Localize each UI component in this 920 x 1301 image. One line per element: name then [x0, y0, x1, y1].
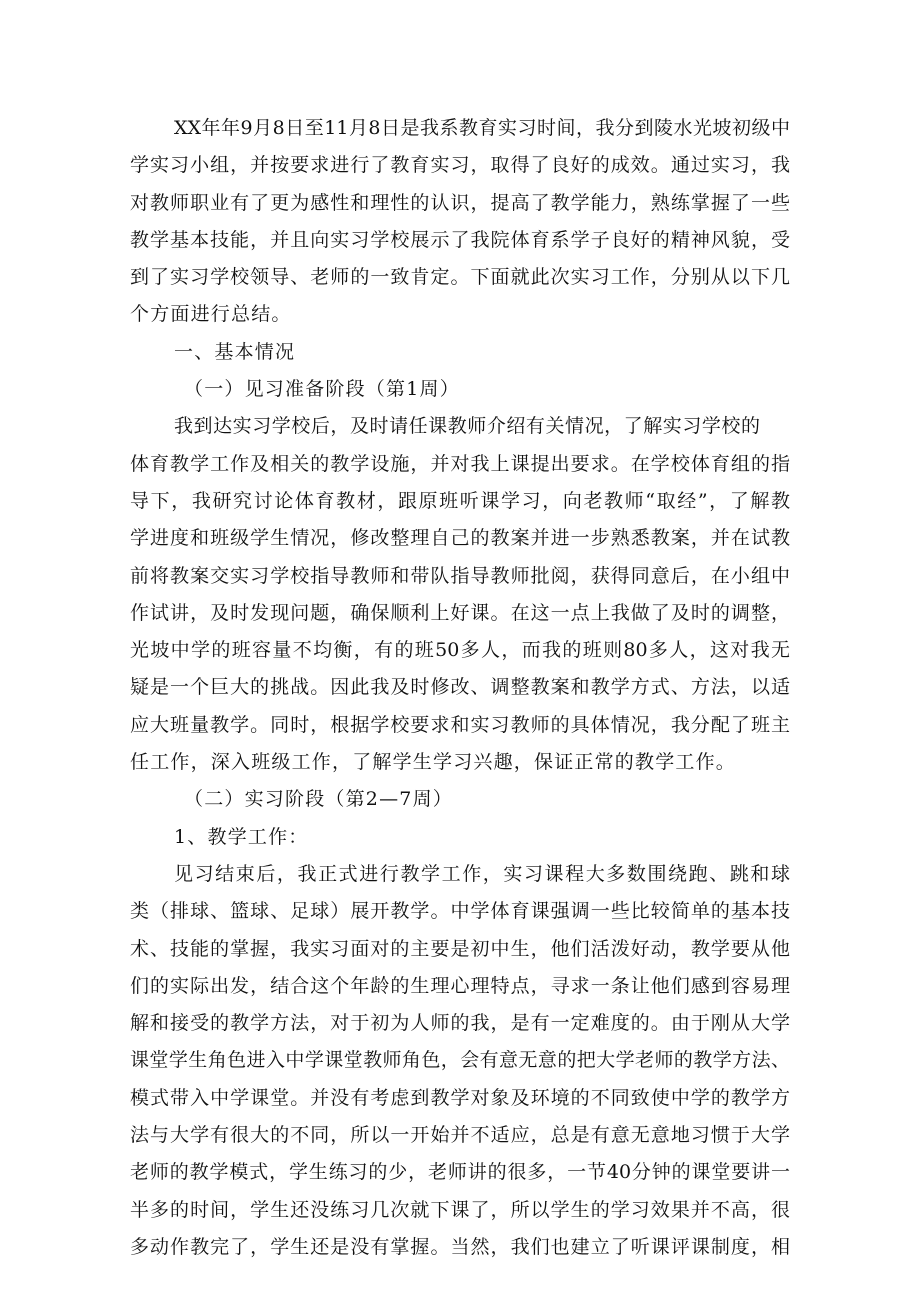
text-line: 模式带入中学课堂。并没有考虑到教学对象及环境的不同致使中学的教学方 [130, 1086, 790, 1109]
text-line: 前将教案交实习学校指导教师和带队指导教师批阅，获得同意后，在小组中 [130, 564, 790, 587]
text-line: 术、技能的掌握，我实习面对的主要是初中生，他们活泼好动，教学要从他 [130, 937, 790, 960]
subsection-heading: （二）实习阶段（第2—7周） [184, 788, 453, 811]
text-line: 应大班量教学。同时，根据学校要求和实习教师的具体情况，我分配了班主 [130, 713, 790, 736]
text-line: 作试讲，及时发现问题，确保顺利上好课。在这一点上我做了及时的调整， [130, 601, 790, 624]
text-line: 课堂学生角色进入中学课堂教师角色，会有意无意的把大学老师的教学方法、 [130, 1049, 790, 1072]
text-line: 任工作，深入班级工作，了解学生学习兴趣，保证正常的教学工作。 [130, 751, 737, 774]
text-line: 导下，我研究讨论体育教材，跟原班听课学习，向老教师“取经”，了解教 [130, 489, 790, 512]
item-heading: 1、教学工作： [174, 825, 309, 848]
text-line: 到了实习学校领导、老师的一致肯定。下面就此次实习工作，分别从以下几 [130, 266, 790, 289]
text-line: 解和接受的教学方法，对于初为人师的我，是有一定难度的。由于刚从大学 [130, 1012, 790, 1035]
text-line: 见习结束后，我正式进行教学工作，实习课程大多数围绕跑、跳和球 [174, 862, 790, 885]
text-line: 老师的教学模式，学生练习的少，老师讲的很多，一节40分钟的课堂要讲一 [130, 1161, 790, 1184]
text-line: 疑是一个巨大的挑战。因此我及时修改、调整教案和教学方式、方法，以适 [130, 676, 790, 699]
text-line: XX年年9月8日至11月8日是我系教育实习时间，我分到陵水光坡初级中 [174, 117, 790, 139]
document-page [130, 110, 790, 1266]
text-line: 法与大学有很大的不同，所以一开始并不适应，总是有意无意地习惯于大学 [130, 1124, 790, 1147]
section-heading: 一、基本情况 [174, 340, 296, 363]
subsection-heading: （一）见习准备阶段（第1周） [184, 378, 460, 401]
text-line: 个方面进行总结。 [130, 303, 292, 326]
text-line: 体育教学工作及相关的教学设施，并对我上课提出要求。在学校体育组的指 [130, 452, 790, 475]
text-line: 对教师职业有了更为感性和理性的认识，提高了教学能力，熟练掌握了一些 [130, 191, 790, 214]
text-line: 我到达实习学校后，及时请任课教师介绍有关情况，了解实习学校的 [174, 415, 760, 438]
text-line: 们的实际出发，结合这个年龄的生理心理特点，寻求一条让他们感到容易理 [130, 974, 790, 997]
text-line: 学实习小组，并按要求进行了教育实习，取得了良好的成效。通过实习，我 [130, 154, 790, 177]
text-line: 半多的时间，学生还没练习几次就下课了，所以学生的学习效果并不高，很 [130, 1198, 790, 1221]
text-line: 类（排球、篮球、足球）展开教学。中学体育课强调一些比较简单的基本技 [130, 900, 790, 923]
text-line: 学进度和班级学生情况，修改整理自己的教案并进一步熟悉教案，并在试教 [130, 527, 790, 550]
text-line: 教学基本技能，并且向实习学校展示了我院体育系学子良好的精神风貌，受 [130, 228, 790, 251]
text-line: 光坡中学的班容量不均衡，有的班50多人，而我的班则80多人，这对我无 [130, 639, 790, 662]
text-line: 多动作教完了，学生还是没有掌握。当然，我们也建立了听课评课制度，相 [130, 1235, 790, 1258]
